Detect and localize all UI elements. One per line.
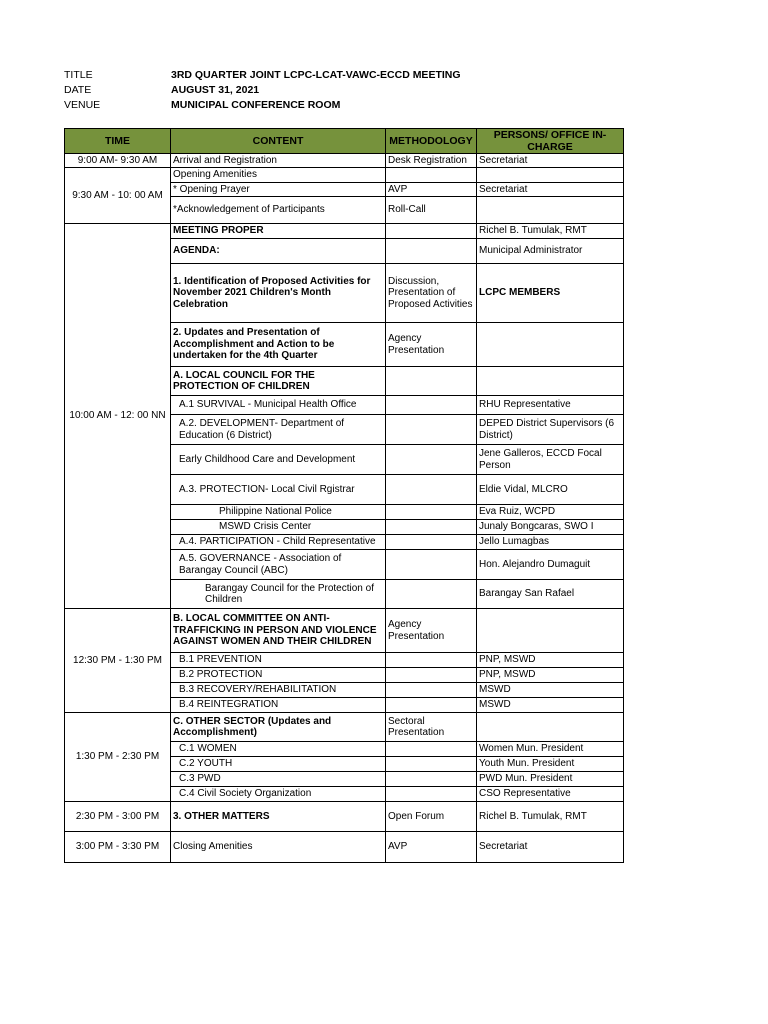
methodology-cell (386, 683, 477, 698)
date-row (64, 83, 461, 98)
person-cell: MSWD (477, 698, 624, 713)
content-cell: C.4 Civil Society Organization (171, 787, 386, 802)
person-cell: Richel B. Tumulak, RMT (477, 224, 624, 239)
methodology-cell (386, 550, 477, 580)
content-cell: 3. OTHER MATTERS (171, 802, 386, 832)
header-content: CONTENT (171, 129, 386, 154)
time-cell: 10:00 AM - 12: 00 NN (65, 224, 171, 609)
header-persons: PERSONS/ OFFICE IN-CHARGE (477, 129, 624, 154)
content-cell: A.2. DEVELOPMENT- Department of Education (6 District) (171, 415, 386, 445)
table-row (65, 832, 624, 863)
person-cell: Junaly Bongcaras, SWO I (477, 520, 624, 535)
time-cell: 3:00 PM - 3:30 PM (65, 832, 171, 863)
person-cell: Women Mun. President (477, 742, 624, 757)
venue-value: MUNICIPAL CONFERENCE ROOM (171, 99, 341, 111)
methodology-cell (386, 505, 477, 520)
time-cell: 12:30 PM - 1:30 PM (65, 609, 171, 713)
table-row (65, 224, 624, 239)
title-row (64, 68, 461, 83)
content-cell: MSWD Crisis Center (171, 520, 386, 535)
person-cell: MSWD (477, 683, 624, 698)
title-label: TITLE (64, 69, 93, 81)
content-cell: B.3 RECOVERY/REHABILITATION (171, 683, 386, 698)
table-header-row (65, 129, 624, 154)
person-cell: Jene Galleros, ECCD Focal Person (477, 445, 624, 475)
content-cell: C.1 WOMEN (171, 742, 386, 757)
content-cell: A.3. PROTECTION- Local Civil Rgistrar (171, 475, 386, 505)
methodology-cell (386, 475, 477, 505)
methodology-cell (386, 698, 477, 713)
content-cell: A. LOCAL COUNCIL FOR THE PROTECTION OF CHILDREN (171, 367, 386, 396)
person-cell (477, 197, 624, 224)
methodology-cell (386, 168, 477, 183)
content-cell: * Opening Prayer (171, 183, 386, 197)
table-row (65, 609, 624, 653)
content-cell: B.1 PREVENTION (171, 653, 386, 668)
person-cell: LCPC MEMBERS (477, 264, 624, 323)
content-cell: Closing Amenities (171, 832, 386, 863)
person-cell: Municipal Administrator (477, 239, 624, 264)
methodology-cell: Roll-Call (386, 197, 477, 224)
person-cell: CSO Representative (477, 787, 624, 802)
person-cell: Secretariat (477, 154, 624, 168)
content-cell: 2. Updates and Presentation of Accomplishment and Action to be undertaken for the 4th Quarter (171, 323, 386, 367)
content-cell: A.4. PARTICIPATION - Child Representative (171, 535, 386, 550)
methodology-cell (386, 653, 477, 668)
methodology-cell: Discussion, Presentation of Proposed Activities (386, 264, 477, 323)
header-methodology: METHODOLOGY (386, 129, 477, 154)
table-row (65, 713, 624, 742)
content-cell: B. LOCAL COMMITTEE ON ANTI-TRAFFICKING IN PERSON AND VIOLENCE AGAINST WOMEN AND THEIR CHILDREN (171, 609, 386, 653)
table-row (65, 154, 624, 168)
content-cell: B.2 PROTECTION (171, 668, 386, 683)
person-cell: DEPED District Supervisors (6 District) (477, 415, 624, 445)
methodology-cell (386, 757, 477, 772)
methodology-cell (386, 239, 477, 264)
methodology-cell: AVP (386, 832, 477, 863)
methodology-cell: Agency Presentation (386, 609, 477, 653)
person-cell: RHU Representative (477, 396, 624, 415)
methodology-cell (386, 367, 477, 396)
person-cell (477, 713, 624, 742)
methodology-cell (386, 787, 477, 802)
person-cell: Youth Mun. President (477, 757, 624, 772)
person-cell: Barangay San Rafael (477, 580, 624, 609)
venue-row (64, 98, 461, 113)
time-cell: 9:00 AM- 9:30 AM (65, 154, 171, 168)
methodology-cell (386, 396, 477, 415)
methodology-cell (386, 668, 477, 683)
person-cell: Eva Ruiz, WCPD (477, 505, 624, 520)
person-cell: Secretariat (477, 183, 624, 197)
person-cell: PWD Mun. President (477, 772, 624, 787)
methodology-cell (386, 535, 477, 550)
time-cell: 9:30 AM - 10: 00 AM (65, 168, 171, 224)
content-cell: Barangay Council for the Protection of Children (171, 580, 386, 609)
methodology-cell (386, 772, 477, 787)
date-value: AUGUST 31, 2021 (171, 84, 260, 96)
content-cell: A.5. GOVERNANCE - Association of Barangay Council (ABC) (171, 550, 386, 580)
date-label: DATE (64, 84, 92, 96)
person-cell: Eldie Vidal, MLCRO (477, 475, 624, 505)
table-row (65, 802, 624, 832)
time-cell: 2:30 PM - 3:00 PM (65, 802, 171, 832)
title-value: 3RD QUARTER JOINT LCPC-LCAT-VAWC-ECCD MEETING (171, 69, 461, 81)
table-row (65, 168, 624, 183)
methodology-cell (386, 445, 477, 475)
content-cell: *Acknowledgement of Participants (171, 197, 386, 224)
methodology-cell: Agency Presentation (386, 323, 477, 367)
content-cell: C.3 PWD (171, 772, 386, 787)
methodology-cell (386, 224, 477, 239)
content-cell: Opening Amenities (171, 168, 386, 183)
meeting-info (64, 68, 461, 113)
person-cell: Jello Lumagbas (477, 535, 624, 550)
content-cell: AGENDA: (171, 239, 386, 264)
content-cell: 1. Identification of Proposed Activities for November 2021 Children's Month Celebration (171, 264, 386, 323)
methodology-cell: Open Forum (386, 802, 477, 832)
person-cell (477, 367, 624, 396)
content-cell: Early Childhood Care and Development (171, 445, 386, 475)
person-cell: Secretariat (477, 832, 624, 863)
content-cell: B.4 REINTEGRATION (171, 698, 386, 713)
methodology-cell (386, 520, 477, 535)
person-cell: Hon. Alejandro Dumaguit (477, 550, 624, 580)
content-cell: Philippine National Police (171, 505, 386, 520)
person-cell (477, 168, 624, 183)
methodology-cell (386, 742, 477, 757)
content-cell: C. OTHER SECTOR (Updates and Accomplishment) (171, 713, 386, 742)
person-cell (477, 323, 624, 367)
methodology-cell: AVP (386, 183, 477, 197)
content-cell: C.2 YOUTH (171, 757, 386, 772)
content-cell: MEETING PROPER (171, 224, 386, 239)
person-cell (477, 609, 624, 653)
header-time: TIME (65, 129, 171, 154)
methodology-cell: Desk Registration (386, 154, 477, 168)
methodology-cell: Sectoral Presentation (386, 713, 477, 742)
person-cell: Richel B. Tumulak, RMT (477, 802, 624, 832)
person-cell: PNP, MSWD (477, 653, 624, 668)
venue-label: VENUE (64, 99, 101, 111)
content-cell: A.1 SURVIVAL - Municipal Health Office (171, 396, 386, 415)
person-cell: PNP, MSWD (477, 668, 624, 683)
content-cell: Arrival and Registration (171, 154, 386, 168)
methodology-cell (386, 415, 477, 445)
schedule-table (64, 128, 624, 863)
time-cell: 1:30 PM - 2:30 PM (65, 713, 171, 802)
methodology-cell (386, 580, 477, 609)
